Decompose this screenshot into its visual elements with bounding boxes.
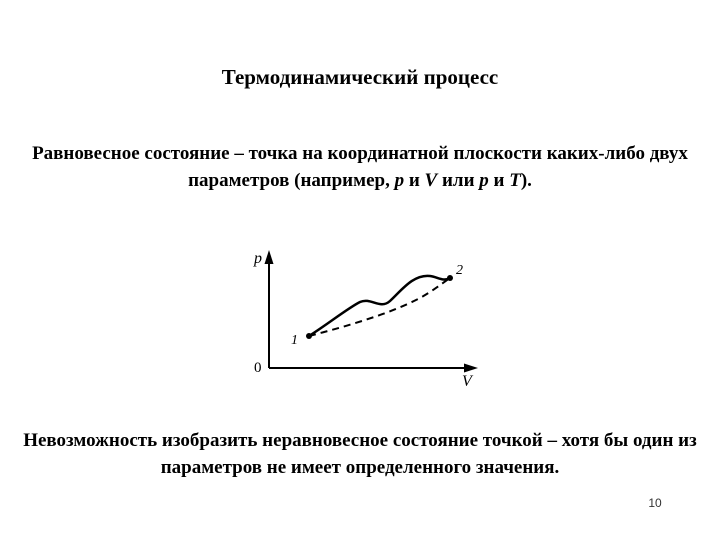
state-point-2 xyxy=(447,275,453,281)
state-point-1 xyxy=(306,333,312,339)
x-axis-label: V xyxy=(462,373,472,390)
solid-process-curve xyxy=(309,276,450,336)
slide-title: Термодинамический процесс xyxy=(221,65,499,89)
variable-p-second: p xyxy=(479,170,489,191)
intro-text-part-2: и xyxy=(404,170,425,191)
origin-label: 0 xyxy=(254,360,262,376)
intro-text-part-1: Равновесное состояние – точка на координатной плоскости каких-либо двух параметров (например, xyxy=(32,143,688,191)
page-number: 10 xyxy=(648,496,662,510)
state-point-1-label: 1 xyxy=(291,333,298,348)
variable-t: T xyxy=(509,170,521,191)
dashed-process-curve xyxy=(309,278,450,336)
variable-v: V xyxy=(424,170,438,191)
intro-text xyxy=(20,140,700,194)
x-axis-arrow xyxy=(464,364,478,373)
state-point-2-label: 2 xyxy=(456,263,463,278)
variable-p: p xyxy=(394,170,405,191)
intro-text-part-3: или xyxy=(437,170,480,191)
y-axis-label: p xyxy=(254,250,262,267)
intro-text-part-5: ). xyxy=(520,170,532,191)
conclusion-text: Невозможность изобразить неравновесное состояние точкой – хотя бы один из параметров не имеет определенного значения. xyxy=(23,430,697,478)
pv-diagram-svg xyxy=(238,238,488,400)
y-axis-arrow xyxy=(265,250,274,264)
pv-diagram xyxy=(238,238,488,400)
intro-text-part-4: и xyxy=(488,170,510,191)
